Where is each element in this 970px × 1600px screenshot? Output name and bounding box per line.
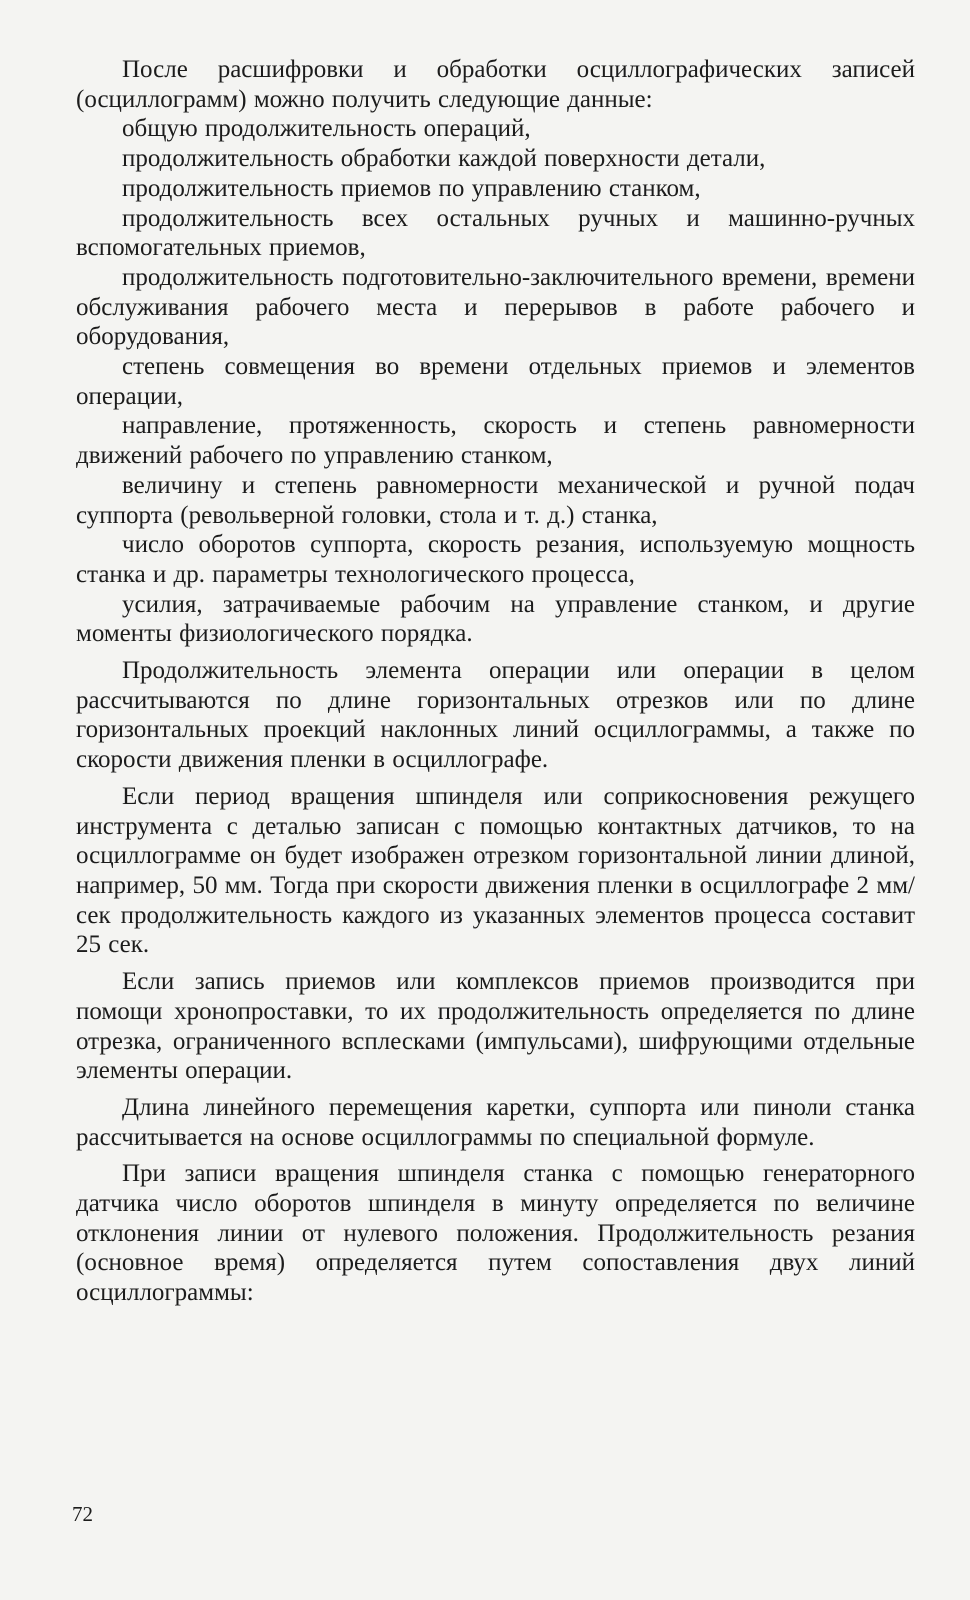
list-item-control-duration: продолжительность приемов по управлению станком, xyxy=(122,174,701,202)
paragraph-linear-travel: Длина линейного перемещения каретки, суппорта или пиноли станка рассчитывается на основе осциллограммы по специальной формуле. xyxy=(76,1093,915,1151)
paragraph-duration-calc: Продолжительность элемента операции или операции в целом рассчитываются по длине горизонтальных отрезков или по длине горизонтальных проекций наклонных линий осциллограммы, а также по скорости движения пленки в осциллографе. xyxy=(76,657,915,774)
list-item-effort: усилия, затрачиваемые рабочим на управление станком, и другие моменты физиологического порядка. xyxy=(76,590,915,648)
list-item-prep-time: продолжительность подготовительно-заключительного времени, времени обслуживания рабочего места и перерывов в работе рабочего и оборудования, xyxy=(76,263,915,351)
list-item-process-params: число оборотов суппорта, скорость резания, используемую мощность станка и др. параметры технологического процесса, xyxy=(76,531,915,588)
list-item-total-duration: общую продолжительность операций, xyxy=(122,115,531,143)
paragraph-chrono-attachment: Если запись приемов или комплексов приемов производится при помощи хронопроставки, то их продолжительность определяется по длине отрезка, ограниченного всплесками (импульсами), шифрующими отдельные элементы операции. xyxy=(76,968,915,1085)
list-item-motion-params: направление, протяженность, скорость и степень равномерности движений рабочего по управлению станком, xyxy=(76,412,915,470)
paragraph-generator-sensor: При записи вращения шпинделя станка с помощью генераторного датчика число оборотов шпинделя в минуту определяется по величине отклонения линии от нулевого положения. Продолжительность резания (основное время) определяется путем сопоставления двух линий осциллограммы: xyxy=(76,1160,915,1307)
list-item-surface-duration: продолжительность обработки каждой поверхности детали, xyxy=(122,145,766,173)
list-item-feed-uniformity: величину и степень равномерности механической и ручной подач суппорта (револьверной головки, стола и т. д.) станка, xyxy=(76,471,915,529)
list-item-manual-duration: продолжительность всех остальных ручных и машинно-ручных вспомогательных приемов, xyxy=(76,204,915,262)
paragraph-intro: После расшифровки и обработки осциллографических записей (осциллограмм) можно получить следующие данные: xyxy=(76,56,915,113)
paragraph-contact-sensors: Если период вращения шпинделя или соприкосновения режущего инструмента с деталью записан с помощью контактных датчиков, то на осциллограмме он будет изображен отрезком горизонтальной линии длиной, например, 50 мм. Тогда при скорости движения пленки в осциллографе 2 мм/сек продолжительность каждого из указанных элементов процесса составит 25 сек. xyxy=(76,782,915,959)
page-number: 72 xyxy=(72,1502,93,1526)
body-text xyxy=(76,55,915,1308)
list-item-overlap-degree: степень совмещения во времени отдельных приемов и элементов операции, xyxy=(76,353,915,410)
